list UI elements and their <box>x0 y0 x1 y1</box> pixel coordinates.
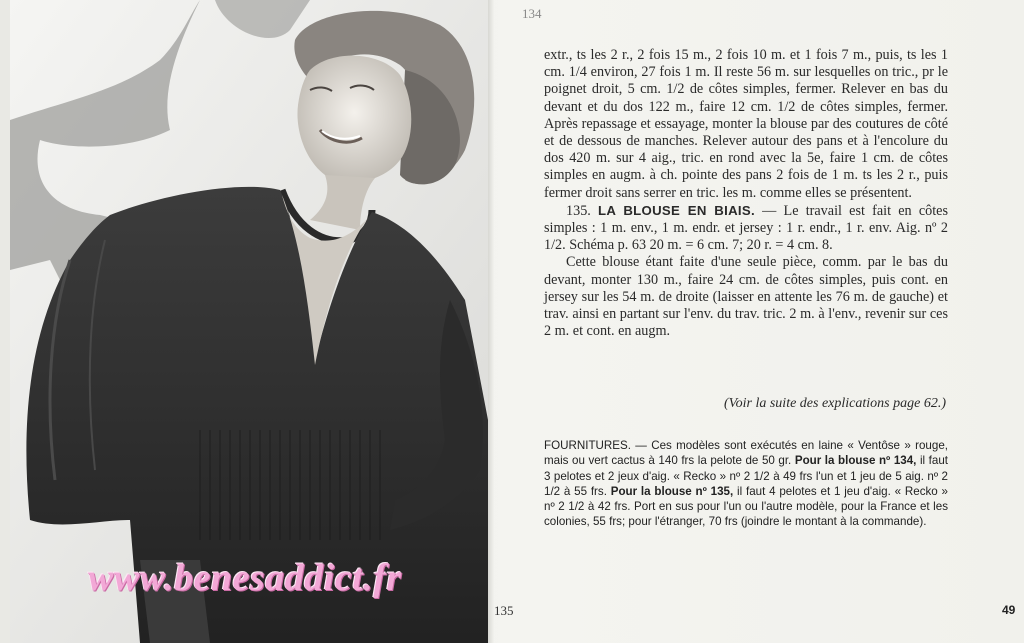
page-header-number: 134 <box>522 6 542 21</box>
book-fold <box>488 0 494 643</box>
watermark-text: www.benesaddict.fr <box>88 557 402 599</box>
woman-portrait-illustration <box>10 0 488 643</box>
instructions-paragraph-2 <box>544 202 948 255</box>
section-title: LA BLOUSE EN BIAIS. <box>598 202 755 218</box>
supplies-label: FOURNITURES. <box>544 439 631 452</box>
supplies-text-1: — Ces modèles sont exécutés en laine « Ventôse » rouge, mais ou vert cactus à 140 frs la pelote de 50 gr. <box>544 439 948 468</box>
section-number: 135. <box>566 202 591 219</box>
pattern-instructions <box>544 47 948 340</box>
photo-caption-number: 135 <box>494 603 514 618</box>
fashion-photo <box>10 0 488 643</box>
supplies-blouse-135: Pour la blouse nº 135, <box>610 484 734 498</box>
page-footer-number: 49 <box>1002 603 1016 617</box>
continued-reference: (Voir la suite des explications page 62.) <box>723 396 946 411</box>
supplies-blouse-134: Pour la blouse nº 134, <box>794 454 917 468</box>
section-intro: — Le travail est fait en côtes simples : 1 m. env., 1 m. endr. et jersey : 1 r. endr., 1 r. env. Aig. nº 2 1/2. Schéma p. 63 20 m. = 6 cm. 7; 20 r. = 4 cm. 8. <box>544 202 949 254</box>
supplies-block <box>544 438 948 530</box>
instructions-paragraph-3: Cette blouse étant faite d'une seule pièce, comm. par le bas du devant, monter 130 m., faire 24 cm. de côtes simples, puis cont. en jersey sur les 54 m. de droite (laisser en attente les 76 m. de gauche) et trav. ainsi en partant sur l'env. du trav. tric. 2 m. à l'env., revenir sur ces 2 m. et cont. en augm. <box>544 254 948 340</box>
instructions-paragraph-1: extr., ts les 2 r., 2 fois 15 m., 2 fois 10 m. et 1 fois 7 m., puis, ts les 1 cm. 1/4 environ, 27 fois 1 m. Il reste 56 m. sur lesquelles on tric., pr le poignet droit, 5 cm. 1/2 de côtes simples, fermer. Relever en bas du devant et du dos 122 m., faire 12 cm. 1/2 de côtes simples, fermer. Après repassage et essayage, monter la blouse par des coutures de côté et de dessous de manches. Relever autour des pans et à l'encolure du dos 420 m. sur 4 aig., tric. en rond avec la 5e, faire 1 cm. de côtes simples en augm. à ch. pointe des pans 2 fois de 1 m. ts les 2 r., puis fermer droit sans serrer en tric. les m. comme elles se présentent. <box>544 47 948 201</box>
supplies-text-3: il faut 4 pelotes et 1 jeu d'aig. « Recko » nº 2 1/2 à 42 frs. Port en sus pour l'un ou l'autre modèle, pour la France et les colonies, 55 frs; pour l'étranger, 70 frs (joindre le montant à la commande). <box>544 484 948 529</box>
supplies-text-2: il faut 3 pelotes et 2 jeux d'aig. « Recko » nº 2 1/2 à 49 frs l'un et 1 jeu de 5 aig. nº 2 1/2 à 55 frs. <box>544 454 948 498</box>
